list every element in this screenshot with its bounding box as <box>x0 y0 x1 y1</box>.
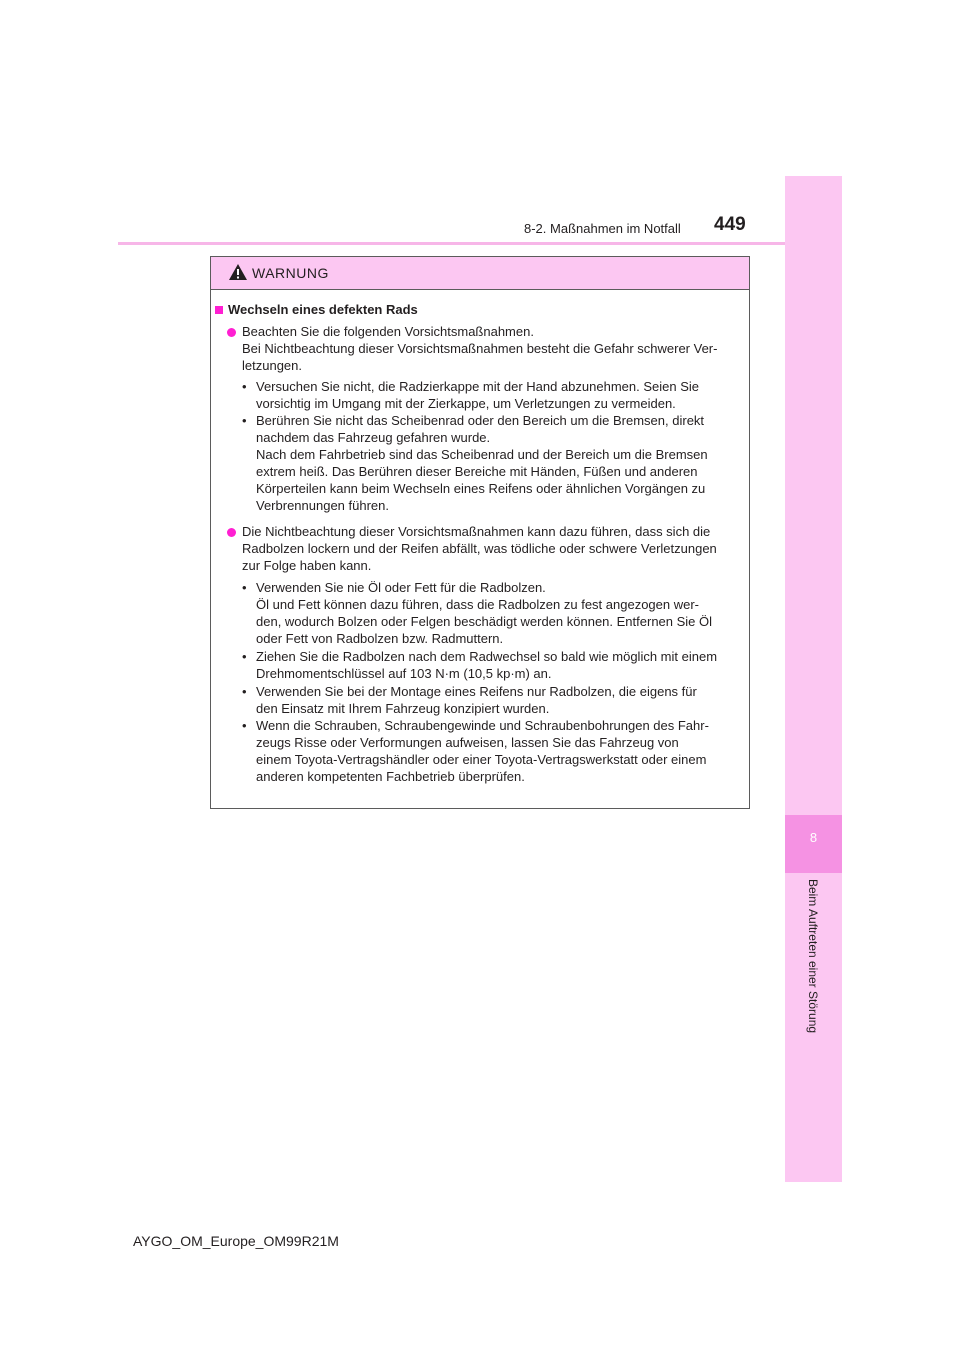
bullet-1-item-2 <box>256 412 740 514</box>
text-line: extrem heiß. Das Berühren dieser Bereiche mit Händen, Füßen und anderen <box>256 464 698 479</box>
chapter-title-text: Beim Auftreten einer Störung <box>806 878 820 1034</box>
text-line: Verbrennungen führen. <box>256 498 389 513</box>
warning-label: WARNUNG <box>252 265 329 281</box>
text-line: Die Nichtbeachtung dieser Vorsichtsmaßnahmen kann dazu führen, dass sich die <box>242 524 711 539</box>
sub-bullet-marker: • <box>242 580 247 595</box>
bullet-1-text <box>242 323 742 374</box>
sub-bullet-marker: • <box>242 649 247 664</box>
text-line: den, wodurch Bolzen oder Felgen beschädigt werden können. Entfernen Sie Öl <box>256 614 713 629</box>
text-line: Öl und Fett können dazu führen, dass die Radbolzen zu fest angezogen wer- <box>256 597 700 612</box>
text-line: Berühren Sie nicht das Scheibenrad oder den Bereich um die Bremsen, direkt <box>256 413 705 428</box>
text-line: einem Toyota-Vertragshändler oder einer Toyota-Vertragswerkstatt oder einem <box>256 752 707 767</box>
text-line: zeugs Risse oder Verformungen aufweisen, lassen Sie das Fahrzeug von <box>256 735 679 750</box>
dot-bullet-icon <box>227 528 236 537</box>
bullet-1-item-1 <box>256 378 740 412</box>
sub-bullet-marker: • <box>242 413 247 428</box>
text-line: vorsichtig im Umgang mit der Zierkappe, um Verletzungen zu vermeiden. <box>256 396 676 411</box>
text-line: Verwenden Sie nie Öl oder Fett für die Radbolzen. <box>256 580 546 595</box>
sub-bullet-marker: • <box>242 718 247 733</box>
section-title: 8-2. Maßnahmen im Notfall <box>524 221 681 236</box>
warning-header <box>211 257 749 290</box>
text-line: den Einsatz mit Ihrem Fahrzeug konzipiert wurden. <box>256 701 550 716</box>
text-line: Bei Nichtbeachtung dieser Vorsichtsmaßnahmen besteht die Gefahr schwerer Ver- <box>242 341 718 356</box>
dot-bullet-icon <box>227 328 236 337</box>
text-line: letzungen. <box>242 358 302 373</box>
text-line: Drehmomentschlüssel auf 103 N·m (10,5 kp·m) an. <box>256 666 552 681</box>
text-line: Körperteilen kann beim Wechseln eines Reifens oder ähnlichen Vorgängen zu <box>256 481 706 496</box>
text-line: Nach dem Fahrbetrieb sind das Scheibenrad und der Bereich um die Bremsen <box>256 447 708 462</box>
header-rule <box>118 242 842 245</box>
text-line: zur Folge haben kann. <box>242 558 372 573</box>
warning-heading <box>214 301 418 318</box>
sub-bullet-marker: • <box>242 684 247 699</box>
text-line: Verwenden Sie bei der Montage eines Reifens nur Radbolzen, die eigens für <box>256 684 697 699</box>
warning-triangle-icon <box>228 263 248 281</box>
text-line: Versuchen Sie nicht, die Radzierkappe mit der Hand abzunehmen. Seien Sie <box>256 379 699 394</box>
bullet-2-item-3 <box>256 683 740 717</box>
bullet-2-item-2 <box>256 648 740 682</box>
chapter-number: 8 <box>809 830 818 845</box>
square-bullet-icon <box>215 306 223 314</box>
warning-heading-text: Wechseln eines defekten Rads <box>228 302 418 317</box>
text-line: Beachten Sie die folgenden Vorsichtsmaßnahmen. <box>242 324 534 339</box>
page-number: 449 <box>714 214 746 235</box>
sub-bullet-marker: • <box>242 379 247 394</box>
text-line: oder Fett von Radbolzen bzw. Radmuttern. <box>256 631 504 646</box>
bullet-2-item-4 <box>256 717 740 785</box>
text-line: Ziehen Sie die Radbolzen nach dem Radwechsel so bald wie möglich mit einem <box>256 649 718 664</box>
text-line: nachdem das Fahrzeug gefahren wurde. <box>256 430 491 445</box>
document-id: AYGO_OM_Europe_OM99R21M <box>133 1233 339 1249</box>
text-line: Radbolzen lockern und der Reifen abfällt, was tödliche oder schwere Verletzungen <box>242 541 717 556</box>
text-line: Wenn die Schrauben, Schraubengewinde und Schraubenbohrungen des Fahr- <box>256 718 709 733</box>
text-line: anderen kompetenten Fachbetrieb überprüfen. <box>256 769 525 784</box>
bullet-2-item-1 <box>256 579 740 647</box>
bullet-2-text <box>242 523 742 574</box>
warning-box <box>210 256 750 809</box>
